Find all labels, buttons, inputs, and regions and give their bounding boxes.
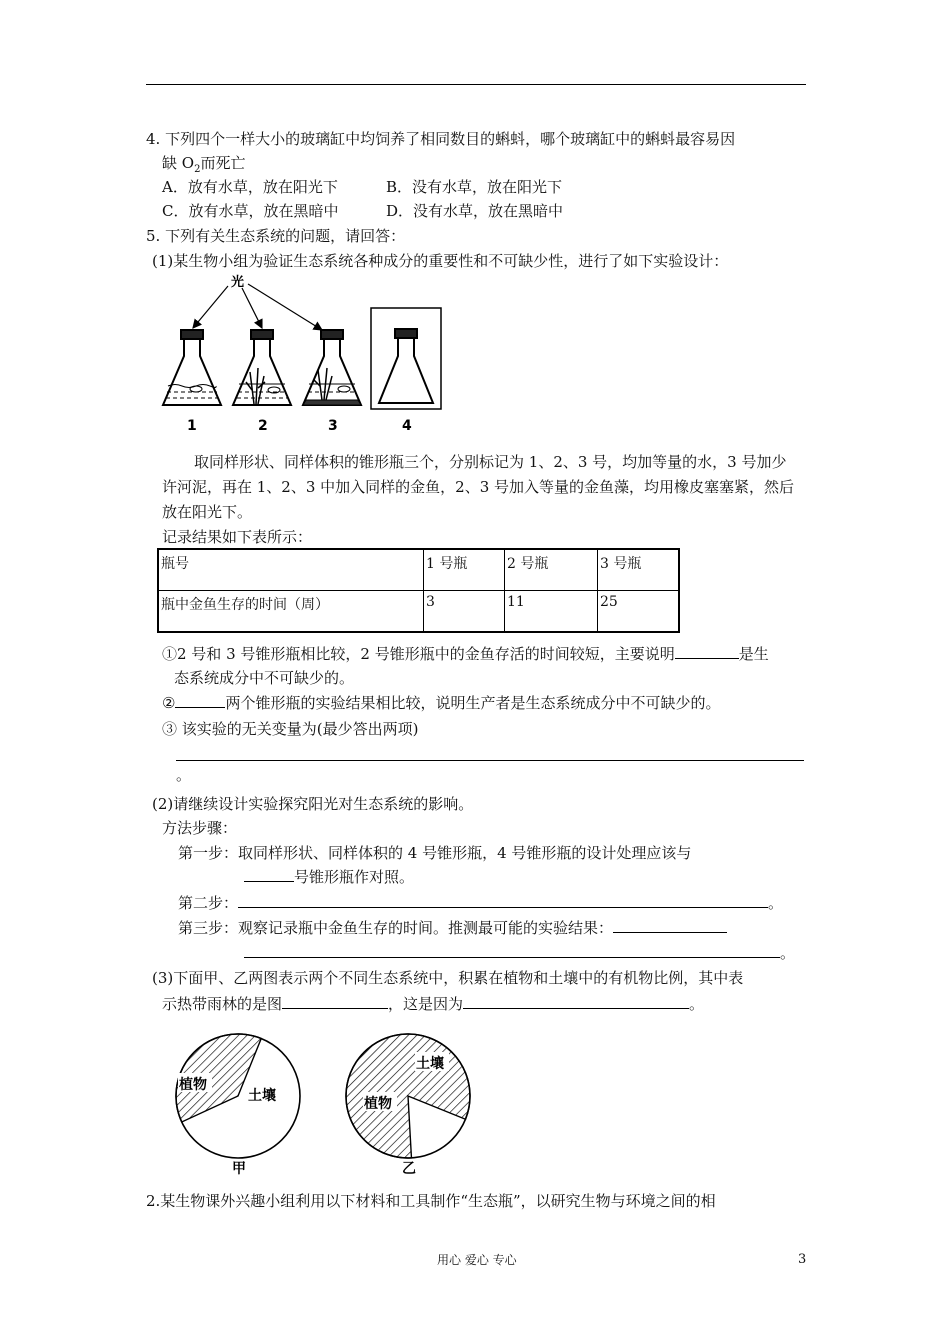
q5-sub3: ③ 该实验的无关变量为(最少答出两项) [162, 720, 419, 738]
answer-blank[interactable] [463, 994, 689, 1009]
answer-blank[interactable] [244, 867, 294, 882]
light-arrows [193, 284, 322, 330]
step3-text: 第三步：观察记录瓶中金鱼生存的时间。推测最可能的实验结果： [178, 919, 614, 937]
light-arrow-1 [193, 286, 228, 328]
q4-option-b: B．没有水草，放在阳光下 [386, 178, 563, 196]
q4-line2-sub: 2 [194, 164, 201, 175]
table-header-cell: 瓶号 [158, 549, 424, 591]
flask-3 [303, 330, 361, 405]
step1-line1: 第一步：取同样形状、同样体积的 4 号锥形瓶，4 号锥形瓶的设计处理应该与 [178, 844, 692, 862]
pie-jia-soil-label: 土壤 [248, 1088, 276, 1104]
q4-option-a: A．放有水草，放在阳光下 [162, 178, 338, 196]
q4-line2-b: 而死亡 [200, 154, 246, 172]
table-cell: 25 [598, 591, 680, 633]
flask-experiment-figure [150, 272, 460, 437]
q4-line1: 4. 下列四个一样大小的玻璃缸中均饲养了相同数目的蝌蚪，哪个玻璃缸中的蝌蚪最容易因 [146, 130, 736, 148]
pie-yi-caption: 乙 [402, 1161, 416, 1177]
table-cell: 3 [424, 591, 505, 633]
q5-desc-line1: 取同样形状、同样体积的锥形瓶三个，分别标记为 1、2、3 号，均加等量的水，3 号加少 [194, 453, 787, 471]
q5-desc-line2: 许河泥，再在 1、2、3 中加入同样的金鱼，2、3 号加入等量的金鱼藻，均用橡皮塞塞紧，然后 [162, 478, 795, 496]
q2-line1: 2.某生物课外兴趣小组利用以下材料和工具制作“生态瓶”，以研究生物与环境之间的相 [146, 1192, 716, 1210]
q5-sub1-line1 [162, 643, 769, 665]
step1-line2 [244, 866, 414, 888]
q5-part3-line1: (3)下面甲、乙两图表示两个不同生态系统中，积累在植物和土壤中的有机物比例，其中表 [152, 969, 744, 987]
top-rule [146, 84, 806, 85]
pie-yi-soil-label: 土壤 [416, 1056, 444, 1072]
method-heading: 方法步骤： [162, 819, 238, 837]
flask-1 [163, 330, 221, 405]
pie-jia [176, 1034, 300, 1177]
q4-option-c: C．放有水草，放在黑暗中 [162, 202, 339, 220]
q5-part3-text: 示热带雨林的是图 [162, 995, 283, 1013]
flask-label-4: 4 [402, 418, 412, 434]
answer-blank[interactable] [175, 693, 225, 708]
q5-sub1-line2: 态系统成分中不可缺少的。 [174, 669, 355, 687]
flask-4-box [371, 308, 441, 409]
q5-sub2-prefix: ② [162, 694, 176, 712]
flask-3-mud [303, 400, 361, 405]
flask-2 [233, 330, 291, 405]
step2-label: 第二步： [178, 894, 239, 912]
table-header-cell: 1 号瓶 [424, 549, 505, 591]
table-cell: 瓶中金鱼生存的时间（周） [158, 591, 424, 633]
step2-end: 。 [768, 894, 784, 912]
q5-part2-intro: (2)请继续设计实验探究阳光对生态系统的影响。 [152, 795, 474, 813]
q5-record-intro: 记录结果如下表所示： [162, 528, 313, 546]
q5-part3-end: 。 [689, 995, 705, 1013]
table-cell: 11 [505, 591, 598, 633]
q5-sub2 [162, 692, 720, 714]
step3-line [178, 917, 727, 939]
q5-title: 5. 下列有关生态系统的问题，请回答： [146, 227, 406, 245]
light-arrow-2 [242, 288, 262, 328]
pie-figure [160, 1020, 500, 1180]
q5-desc-line3: 放在阳光下。 [162, 503, 253, 521]
step2-line [178, 892, 783, 914]
q5-sub2-text: 两个锥形瓶的实验结果相比较，说明生产者是生态系统成分中不可缺少的。 [225, 694, 721, 712]
table-header-cell: 2 号瓶 [505, 549, 598, 591]
step1-tail: 号锥形瓶作对照。 [294, 868, 415, 886]
q4-line2-a: 缺 O [162, 154, 195, 172]
answer-blank[interactable] [238, 893, 768, 908]
q5-part3-because: ，这是因为 [388, 995, 464, 1013]
flask-2-plant [246, 368, 265, 404]
q4-option-d: D．没有水草，放在黑暗中 [386, 202, 564, 220]
flask-label-1: 1 [187, 418, 197, 434]
footer-text: 用心 爱心 专心 [437, 1253, 517, 1267]
pie-yi [346, 1034, 470, 1177]
q5-sub1-text: ①2 号和 3 号锥形瓶相比较，2 号锥形瓶中的金鱼存活的时间较短，主要说明 [162, 645, 675, 663]
pie-yi-plant-label: 植物 [364, 1096, 392, 1112]
answer-blank[interactable] [675, 644, 739, 659]
answer-blank[interactable] [282, 994, 388, 1009]
q5-part3-line2 [162, 993, 704, 1015]
step3-line2 [244, 942, 795, 964]
flask-label-3: 3 [328, 418, 338, 434]
page-number: 3 [798, 1252, 807, 1267]
end-mark: 。 [176, 766, 192, 784]
results-table [157, 548, 680, 633]
flask-label-2: 2 [258, 418, 268, 434]
answer-line[interactable] [176, 760, 804, 761]
pie-jia-plant-label: 植物 [179, 1077, 207, 1093]
pie-jia-caption: 甲 [232, 1161, 246, 1177]
step3-end: 。 [780, 944, 796, 962]
q5-sub1-tail: 是生 [738, 645, 769, 663]
table-row [158, 549, 679, 591]
flask-4 [379, 329, 433, 403]
q5-part1-intro: (1)某生物小组为验证生态系统各种成分的重要性和不可缺少性，进行了如下实验设计： [152, 252, 729, 270]
answer-blank[interactable] [244, 943, 780, 958]
light-label: 光 [231, 275, 245, 290]
table-row [158, 591, 679, 633]
table-header-cell: 3 号瓶 [598, 549, 680, 591]
answer-blank[interactable] [613, 918, 727, 933]
